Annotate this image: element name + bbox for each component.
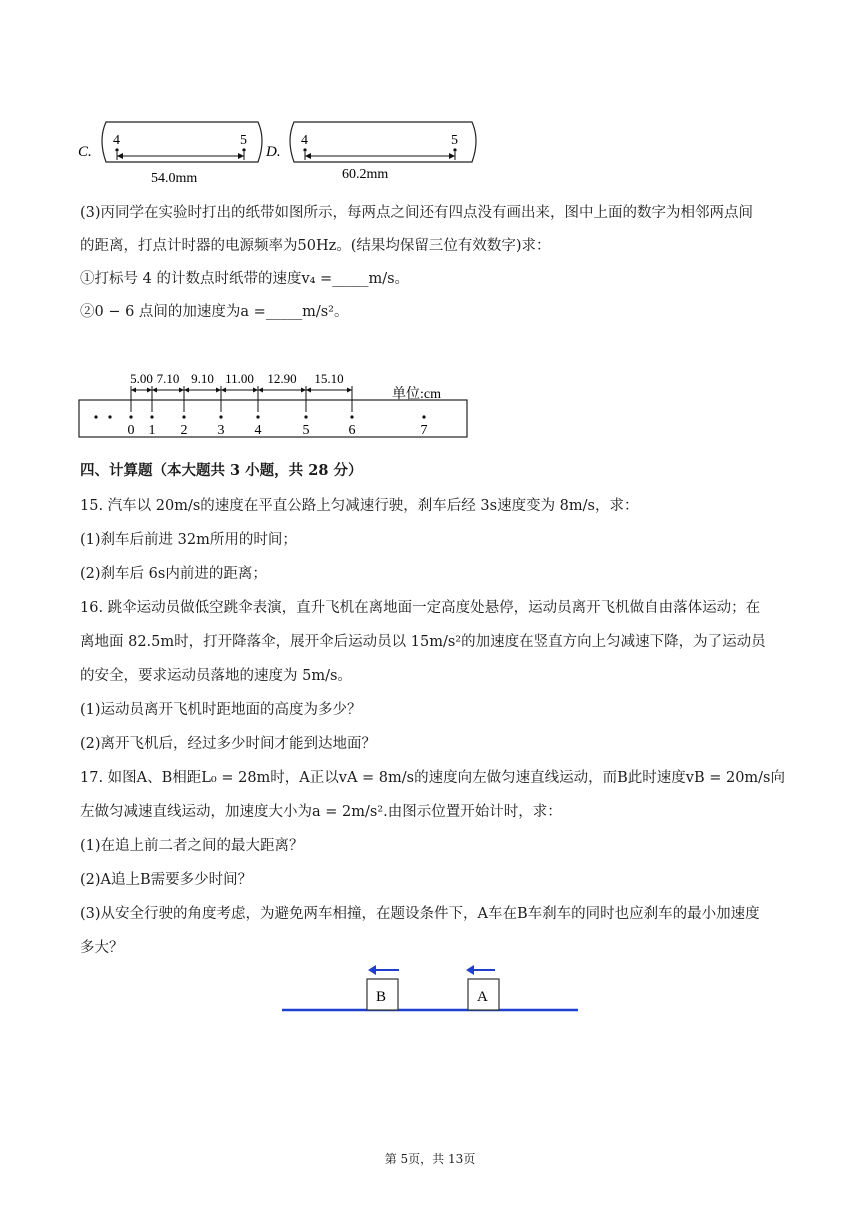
q17-part3-line1: (3)从安全行驶的角度考虑，为避免两车相撞，在题设条件下，A车在B车刹车的同时也应刹车的最小加速度 <box>80 906 760 922</box>
option-d-label: D. <box>266 144 281 160</box>
tape-distance-label: 9.10 <box>191 371 214 386</box>
arrow-a-icon <box>466 965 495 975</box>
q15-part1: (1)刹车后前进 32m所用的时间； <box>80 532 297 548</box>
option-d-dot-left <box>303 148 306 151</box>
box-a-label: A <box>477 989 488 1005</box>
option-c-left-num: 4 <box>113 133 120 148</box>
option-c-dot-right <box>242 148 245 151</box>
q17-stem-line2: 左做匀减速直线运动，加速度大小为a = 2m/s².由图示位置开始计时，求： <box>80 804 562 820</box>
tape-distance-label: 11.00 <box>225 371 254 386</box>
tape-point-label: 7 <box>420 423 428 438</box>
q16-stem-line3: 的安全，要求运动员落地的速度为 5m/s。 <box>80 668 352 684</box>
box-b-label: B <box>376 989 387 1005</box>
tape-distance-label: 12.90 <box>267 371 297 386</box>
q16-part2: (2)离开飞机后，经过多少时间才能到达地面？ <box>80 736 377 752</box>
q17-part2: (2)A追上B需要多少时间？ <box>80 872 253 888</box>
ticker-tape-figure <box>78 362 470 444</box>
q17-part1: (1)在追上前二者之间的最大距离？ <box>80 838 304 854</box>
option-c-right-num: 5 <box>240 133 247 148</box>
part3-question1: ①打标号 4 的计数点时纸带的速度v₄ =_____m/s。 <box>80 271 410 287</box>
section4-heading: 四、计算题（本大题共 3 小题，共 28 分） <box>80 462 363 479</box>
page-footer: 第 5页，共 13页 <box>384 1152 476 1166</box>
tape-distance-label: 5.00 <box>130 371 153 386</box>
cars-figure <box>280 962 582 1018</box>
tape-point <box>256 415 259 418</box>
part3-question2: ②0 − 6 点间的加速度为a =_____m/s²。 <box>80 304 349 320</box>
tape-point <box>182 415 185 418</box>
option-d-dot-right <box>453 148 456 151</box>
tape-point-label: 5 <box>302 423 310 438</box>
part3-line1: (3)丙同学在实验时打出的纸带如图所示，每两点之间还有四点没有画出来，图中上面的数字为相邻两点间 <box>80 205 754 221</box>
option-c-label: C. <box>78 144 92 160</box>
q16-stem-line2: 离地面 82.5m时，打开降落伞，展开伞后运动员以 15m/s²的加速度在竖直方向上匀减速下降，为了运动员 <box>80 634 766 650</box>
tape-point-label: 1 <box>148 423 156 438</box>
tape-point-label: 0 <box>127 423 135 438</box>
tape-point-label: 6 <box>348 423 356 438</box>
tape-point <box>219 415 222 418</box>
part3-line2: 的距离，打点计时器的电源频率为50Hz。(结果均保留三位有效数字)求： <box>80 238 551 254</box>
tape-point <box>129 415 132 418</box>
tape-point <box>422 415 425 418</box>
option-d-left-num: 4 <box>301 133 308 148</box>
tape-distance-label: 7.10 <box>156 371 180 386</box>
tape-point-label: 2 <box>180 423 188 438</box>
tape-leading-dot <box>94 415 97 418</box>
arrow-b-icon <box>368 965 399 975</box>
q17-part3-line2: 多大？ <box>80 940 124 956</box>
option-c-dot-left <box>115 148 118 151</box>
q16-part1: (1)运动员离开飞机时距地面的高度为多少？ <box>80 702 362 718</box>
option-c-length: 54.0mm <box>151 171 198 186</box>
tape-strip <box>79 400 467 437</box>
q15-part2: (2)刹车后 6s内前进的距离； <box>80 566 267 582</box>
option-d-length: 60.2mm <box>342 167 389 182</box>
tape-unit: 单位:cm <box>392 387 441 402</box>
options-figure <box>76 112 496 192</box>
tape-leading-dot <box>108 415 111 418</box>
q16-stem-line1: 16. 跳伞运动员做低空跳伞表演，直升飞机在离地面一定高度处悬停，运动员离开飞机做自由落体运动；在 <box>80 600 761 616</box>
tape-point <box>350 415 353 418</box>
q17-stem-line1: 17. 如图A、B相距L₀ = 28m时，A正以vA = 8m/s的速度向左做匀速直线运动，而B此时速度vB = 20m/s向 <box>80 770 786 786</box>
tape-point-label: 4 <box>254 423 262 438</box>
option-d-right-num: 5 <box>451 133 458 148</box>
tape-point <box>304 415 307 418</box>
tape-distance-label: 15.10 <box>314 371 344 386</box>
tape-point-label: 3 <box>217 423 225 438</box>
tape-point <box>150 415 153 418</box>
q15-stem: 15. 汽车以 20m/s的速度在平直公路上匀减速行驶，刹车后经 3s速度变为 8m/s，求： <box>80 498 639 514</box>
